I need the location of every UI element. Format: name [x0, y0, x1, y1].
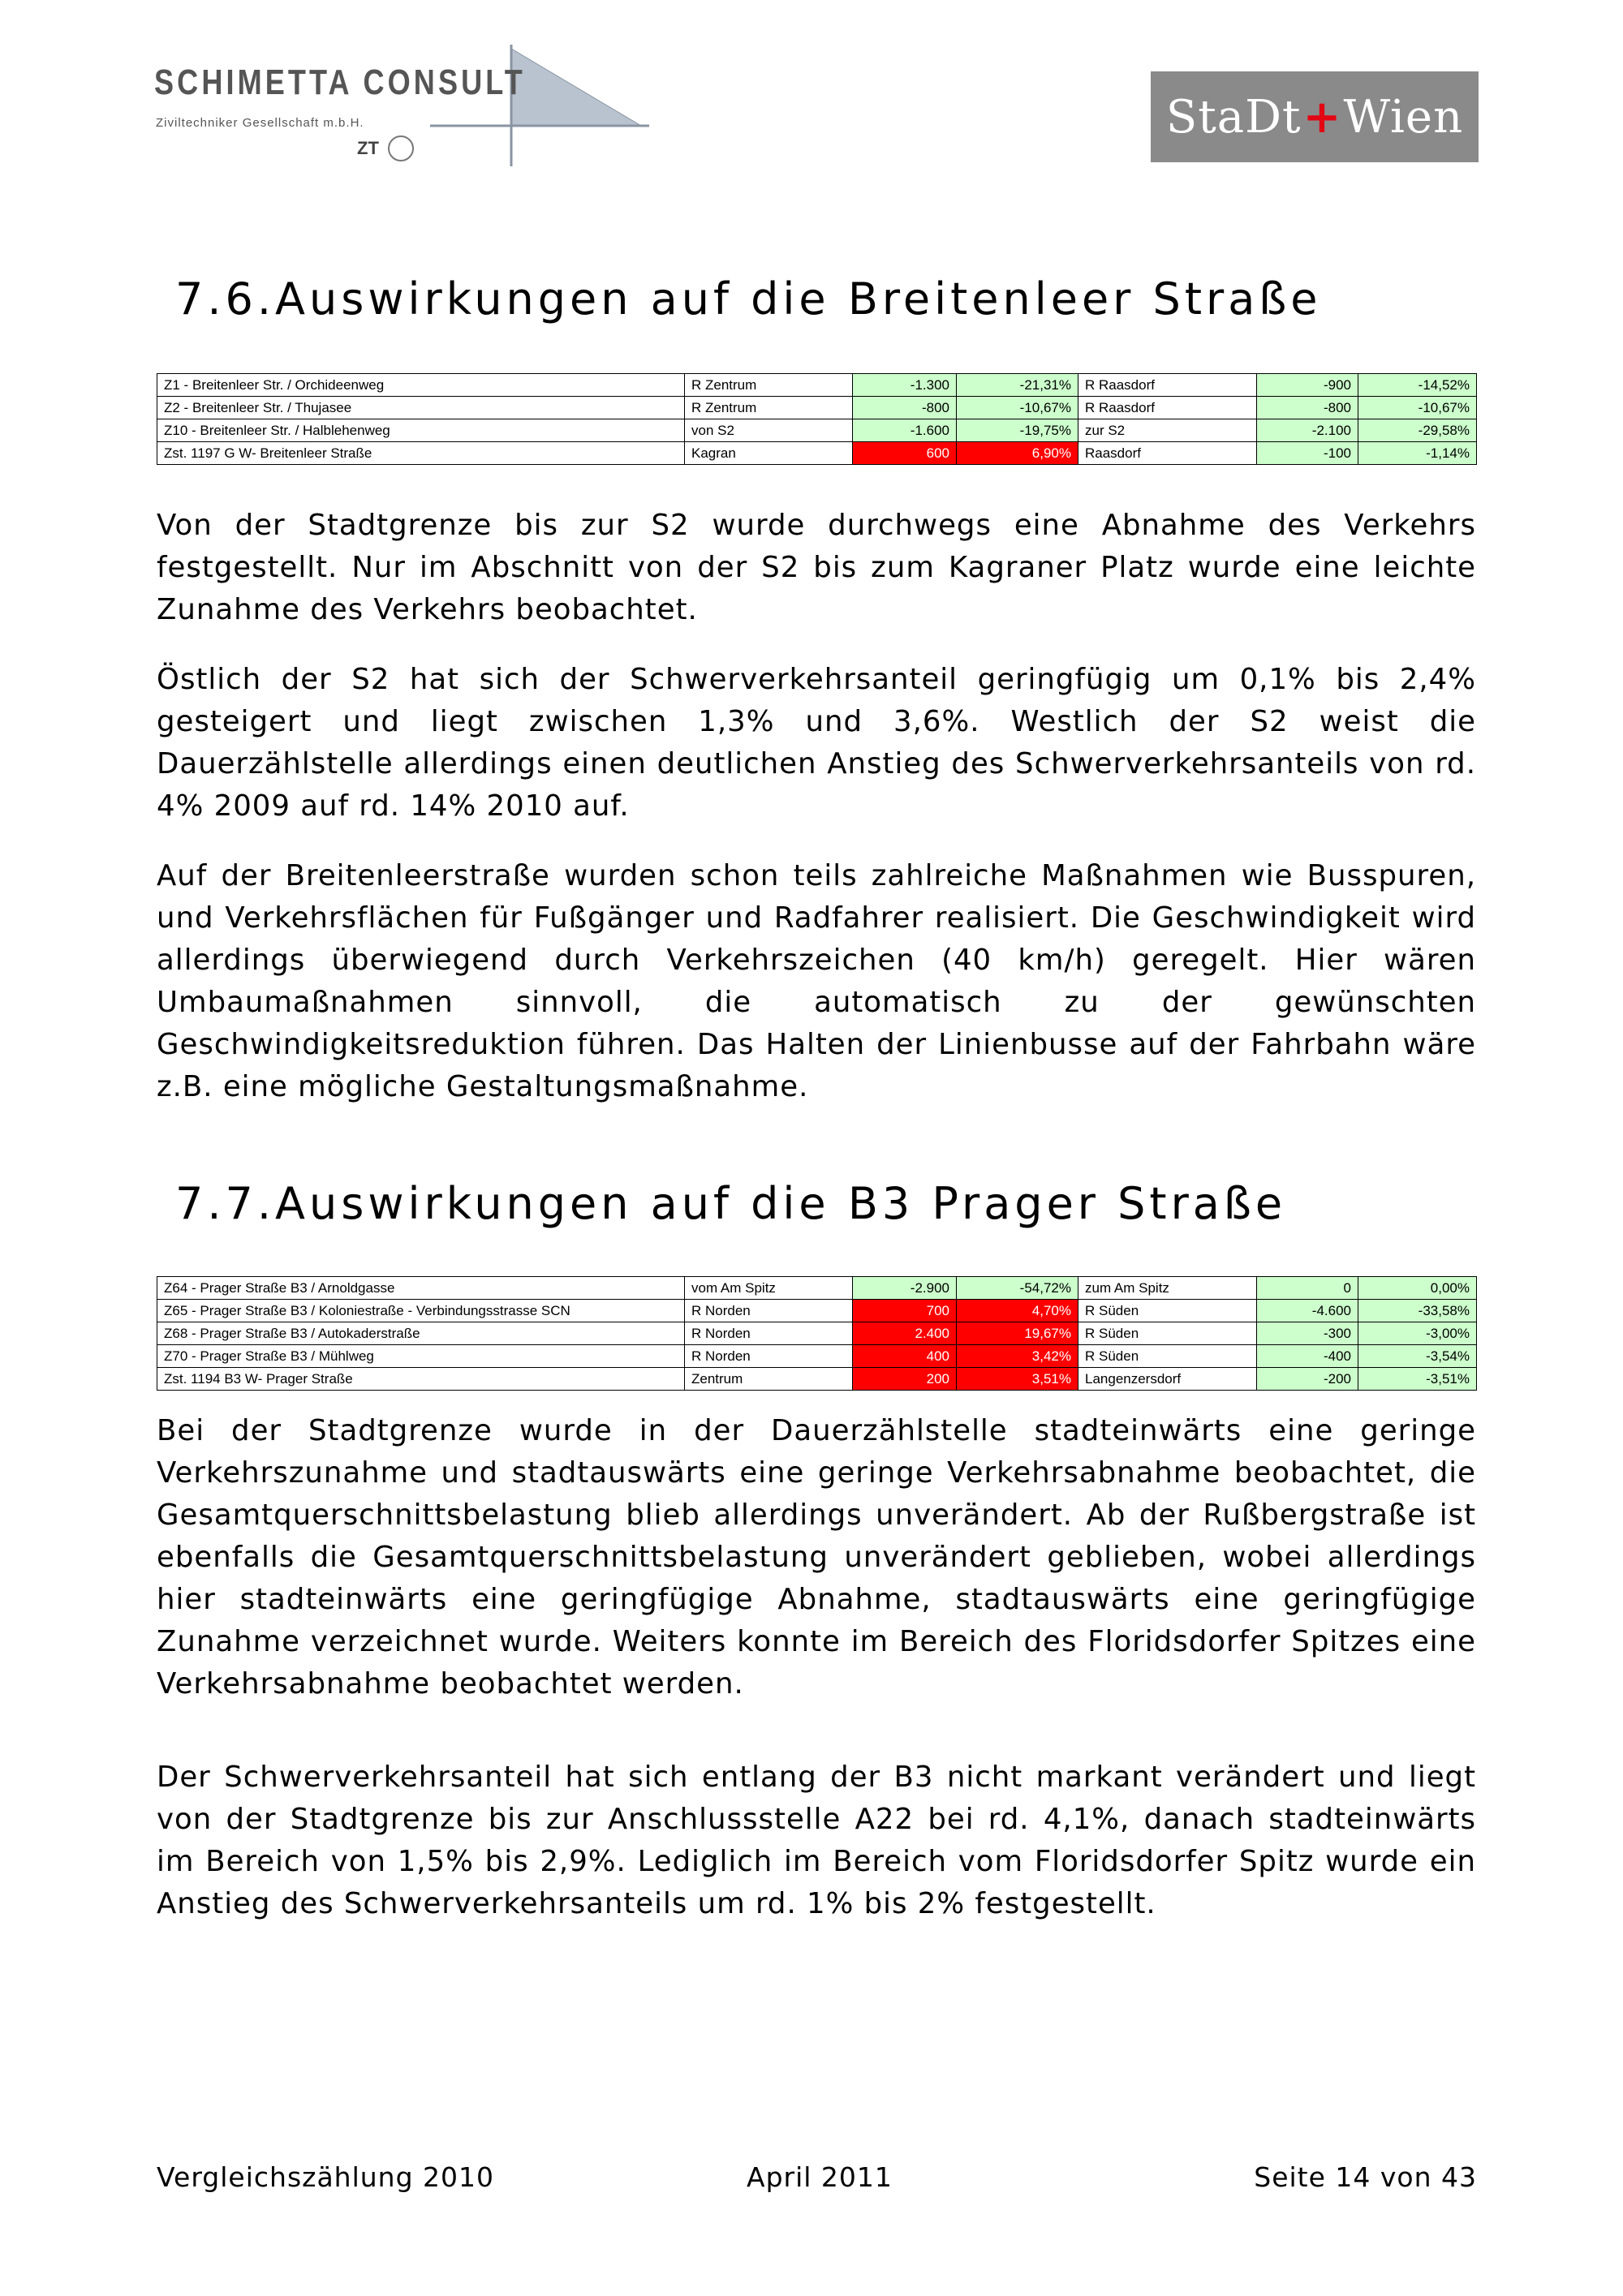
cell-location: Z70 - Prager Straße B3 / Mühlweg — [157, 1345, 685, 1368]
cell-direction-1: R Norden — [685, 1322, 853, 1345]
cell-change-pct-1: -10,67% — [957, 397, 1078, 419]
cell-direction-2: Langenzersdorf — [1078, 1368, 1257, 1391]
cell-direction-1: Kagran — [685, 442, 853, 465]
seal-icon — [388, 135, 414, 161]
cell-direction-1: R Norden — [685, 1300, 853, 1322]
traffic-table-prager — [157, 1276, 1477, 1391]
cell-change-pct-1: 3,51% — [957, 1368, 1078, 1391]
logo-right-part2: Wien — [1343, 90, 1464, 144]
logo-left-title: SCHIMETTA CONSULT — [154, 62, 526, 102]
cell-change-pct-2: 0,00% — [1358, 1277, 1477, 1300]
cell-location: Z64 - Prager Straße B3 / Arnoldgasse — [157, 1277, 685, 1300]
footer-date: April 2011 — [747, 2161, 893, 2193]
table-row — [157, 397, 1477, 419]
cell-change-abs-2: -4.600 — [1257, 1300, 1358, 1322]
cell-change-abs-2: -200 — [1257, 1368, 1358, 1391]
cell-direction-2: R Süden — [1078, 1345, 1257, 1368]
logo-schimetta — [154, 45, 526, 166]
cell-change-pct-1: -54,72% — [957, 1277, 1078, 1300]
cell-direction-2: R Raasdorf — [1078, 374, 1257, 397]
cell-change-abs-1: 700 — [853, 1300, 957, 1322]
section-heading-7-7: 7.7.Auswirkungen auf die B3 Prager Straße — [175, 1178, 1287, 1229]
table-row — [157, 442, 1477, 465]
cell-location: Zst. 1197 G W- Breitenleer Straße — [157, 442, 685, 465]
paragraph: Der Schwerverkehrsanteil hat sich entlang der B3 nicht markant verändert und liegt von der Stadtgrenze bis zur Anschlussstelle A22 bei rd. 4,1%, danach stadteinwärts im Bereich von 1,5% bis 2,9%. Lediglich im Bereich vom Floridsdorfer Spitz wurde ein Anstieg des Schwerverkehrsanteils um rd. 1% bis 2% festgestellt. — [157, 1761, 1476, 1920]
table-row — [157, 1345, 1477, 1368]
cell-direction-2: zum Am Spitz — [1078, 1277, 1257, 1300]
cell-direction-1: R Norden — [685, 1345, 853, 1368]
cell-direction-2: Raasdorf — [1078, 442, 1257, 465]
cell-change-abs-1: 600 — [853, 442, 957, 465]
table-row — [157, 419, 1477, 442]
cell-change-pct-1: 19,67% — [957, 1322, 1078, 1345]
cell-direction-1: R Zentrum — [685, 374, 853, 397]
logo-stadt-wien — [1151, 71, 1479, 162]
cell-change-pct-2: -3,00% — [1358, 1322, 1477, 1345]
cell-direction-2: R Süden — [1078, 1300, 1257, 1322]
cell-direction-1: Zentrum — [685, 1368, 853, 1391]
cell-change-abs-2: -2.100 — [1257, 419, 1358, 442]
cell-direction-1: von S2 — [685, 419, 853, 442]
cell-change-abs-1: -1.300 — [853, 374, 957, 397]
table-row — [157, 1277, 1477, 1300]
cell-change-pct-2: -3,54% — [1358, 1345, 1477, 1368]
cell-change-abs-2: 0 — [1257, 1277, 1358, 1300]
cell-change-pct-2: -14,52% — [1358, 374, 1477, 397]
table-row — [157, 1322, 1477, 1345]
cell-direction-1: vom Am Spitz — [685, 1277, 853, 1300]
cell-change-abs-2: -400 — [1257, 1345, 1358, 1368]
cell-change-pct-2: -3,51% — [1358, 1368, 1477, 1391]
cell-change-abs-2: -900 — [1257, 374, 1358, 397]
table-row — [157, 1368, 1477, 1391]
cell-change-pct-1: -21,31% — [957, 374, 1078, 397]
cell-change-abs-1: -2.900 — [853, 1277, 957, 1300]
cell-change-abs-2: -800 — [1257, 397, 1358, 419]
cell-change-abs-1: 400 — [853, 1345, 957, 1368]
traffic-table-breitenleer — [157, 373, 1477, 465]
cell-change-abs-1: -1.600 — [853, 419, 957, 442]
cell-change-abs-2: -300 — [1257, 1322, 1358, 1345]
cell-location: Z2 - Breitenleer Str. / Thujasee — [157, 397, 685, 419]
cell-change-pct-1: 3,42% — [957, 1345, 1078, 1368]
cell-change-pct-2: -1,14% — [1358, 442, 1477, 465]
cell-location: Z65 - Prager Straße B3 / Koloniestraße - Verbindungsstrasse SCN — [157, 1300, 685, 1322]
cell-location: Z1 - Breitenleer Str. / Orchideenweg — [157, 374, 685, 397]
logo-right-part1: StaDt — [1165, 90, 1302, 144]
cell-location: Z68 - Prager Straße B3 / Autokaderstraße — [157, 1322, 685, 1345]
cell-change-pct-2: -10,67% — [1358, 397, 1477, 419]
cell-location: Zst. 1194 B3 W- Prager Straße — [157, 1368, 685, 1391]
cell-direction-2: R Raasdorf — [1078, 397, 1257, 419]
cell-change-pct-2: -29,58% — [1358, 419, 1477, 442]
cell-change-abs-1: 200 — [853, 1368, 957, 1391]
cell-direction-1: R Zentrum — [685, 397, 853, 419]
cell-change-pct-1: 6,90% — [957, 442, 1078, 465]
footer-title: Vergleichszählung 2010 — [157, 2161, 495, 2193]
footer-page-number: Seite 14 von 43 — [1254, 2161, 1477, 2193]
logo-left-subtitle: Ziviltechniker Gesellschaft m.b.H. — [156, 116, 364, 130]
cell-change-pct-2: -33,58% — [1358, 1300, 1477, 1322]
cell-change-pct-1: -19,75% — [957, 419, 1078, 442]
paragraph: Von der Stadtgrenze bis zur S2 wurde durchwegs eine Abnahme des Verkehrs festgestellt. Nur im Abschnitt von der S2 bis zum Kagraner Platz wurde eine leichte Zunahme des Verkehrs beobachtet. — [157, 509, 1476, 626]
paragraph: Bei der Stadtgrenze wurde in der Dauerzählstelle stadteinwärts eine geringe Verkehrszunahme und stadtauswärts eine geringe Verkehrsabnahme beobachtet, die Gesamtquerschnittsbelastung blieb allerdings unverändert. Ab der Rußbergstraße ist ebenfalls die Gesamtquerschnittsbelastung unverändert geblieben, wobei allerdings hier stadteinwärts eine geringfügige Abnahme, stadtauswärts eine geringfügige Zunahme verzeichnet wurde. Weiters konnte im Bereich des Floridsdorfer Spitzes eine Verkehrsabnahme beobachtet werden. — [157, 1414, 1476, 1701]
cell-direction-2: R Süden — [1078, 1322, 1257, 1345]
cell-change-abs-1: 2.400 — [853, 1322, 957, 1345]
logo-left-badge: ZT — [357, 138, 379, 158]
table-row — [157, 374, 1477, 397]
logo-right-cross: + — [1302, 90, 1342, 144]
paragraph: Auf der Breitenleerstraße wurden schon teils zahlreiche Maßnahmen wie Busspuren, und Verkehrsflächen für Fußgänger und Radfahrer realisiert. Die Geschwindigkeit wird allerdings überwiegend durch Verkehrszeichen (40 km/h) geregelt. Hier wären Umbaumaßnahmen sinnvoll, die automatisch zu der gewünschten Geschwindigkeitsreduktion führen. Das Halten der Linienbusse auf der Fahrbahn wäre z.B. eine mögliche Gestaltungsmaßnahme. — [157, 859, 1476, 1103]
section-heading-7-6: 7.6.Auswirkungen auf die Breitenleer Straße — [175, 273, 1322, 325]
table-row — [157, 1300, 1477, 1322]
cell-change-abs-1: -800 — [853, 397, 957, 419]
paragraph: Östlich der S2 hat sich der Schwerverkehrsanteil geringfügig um 0,1% bis 2,4% gesteigert und liegt zwischen 1,3% und 3,6%. Westlich der S2 weist die Dauerzählstelle allerdings einen deutlichen Anstieg des Schwerverkehrsanteils von rd. 4% 2009 auf rd. 14% 2010 auf. — [157, 663, 1476, 823]
cell-location: Z10 - Breitenleer Str. / Halblehenweg — [157, 419, 685, 442]
cell-change-pct-1: 4,70% — [957, 1300, 1078, 1322]
cell-change-abs-2: -100 — [1257, 442, 1358, 465]
cell-direction-2: zur S2 — [1078, 419, 1257, 442]
